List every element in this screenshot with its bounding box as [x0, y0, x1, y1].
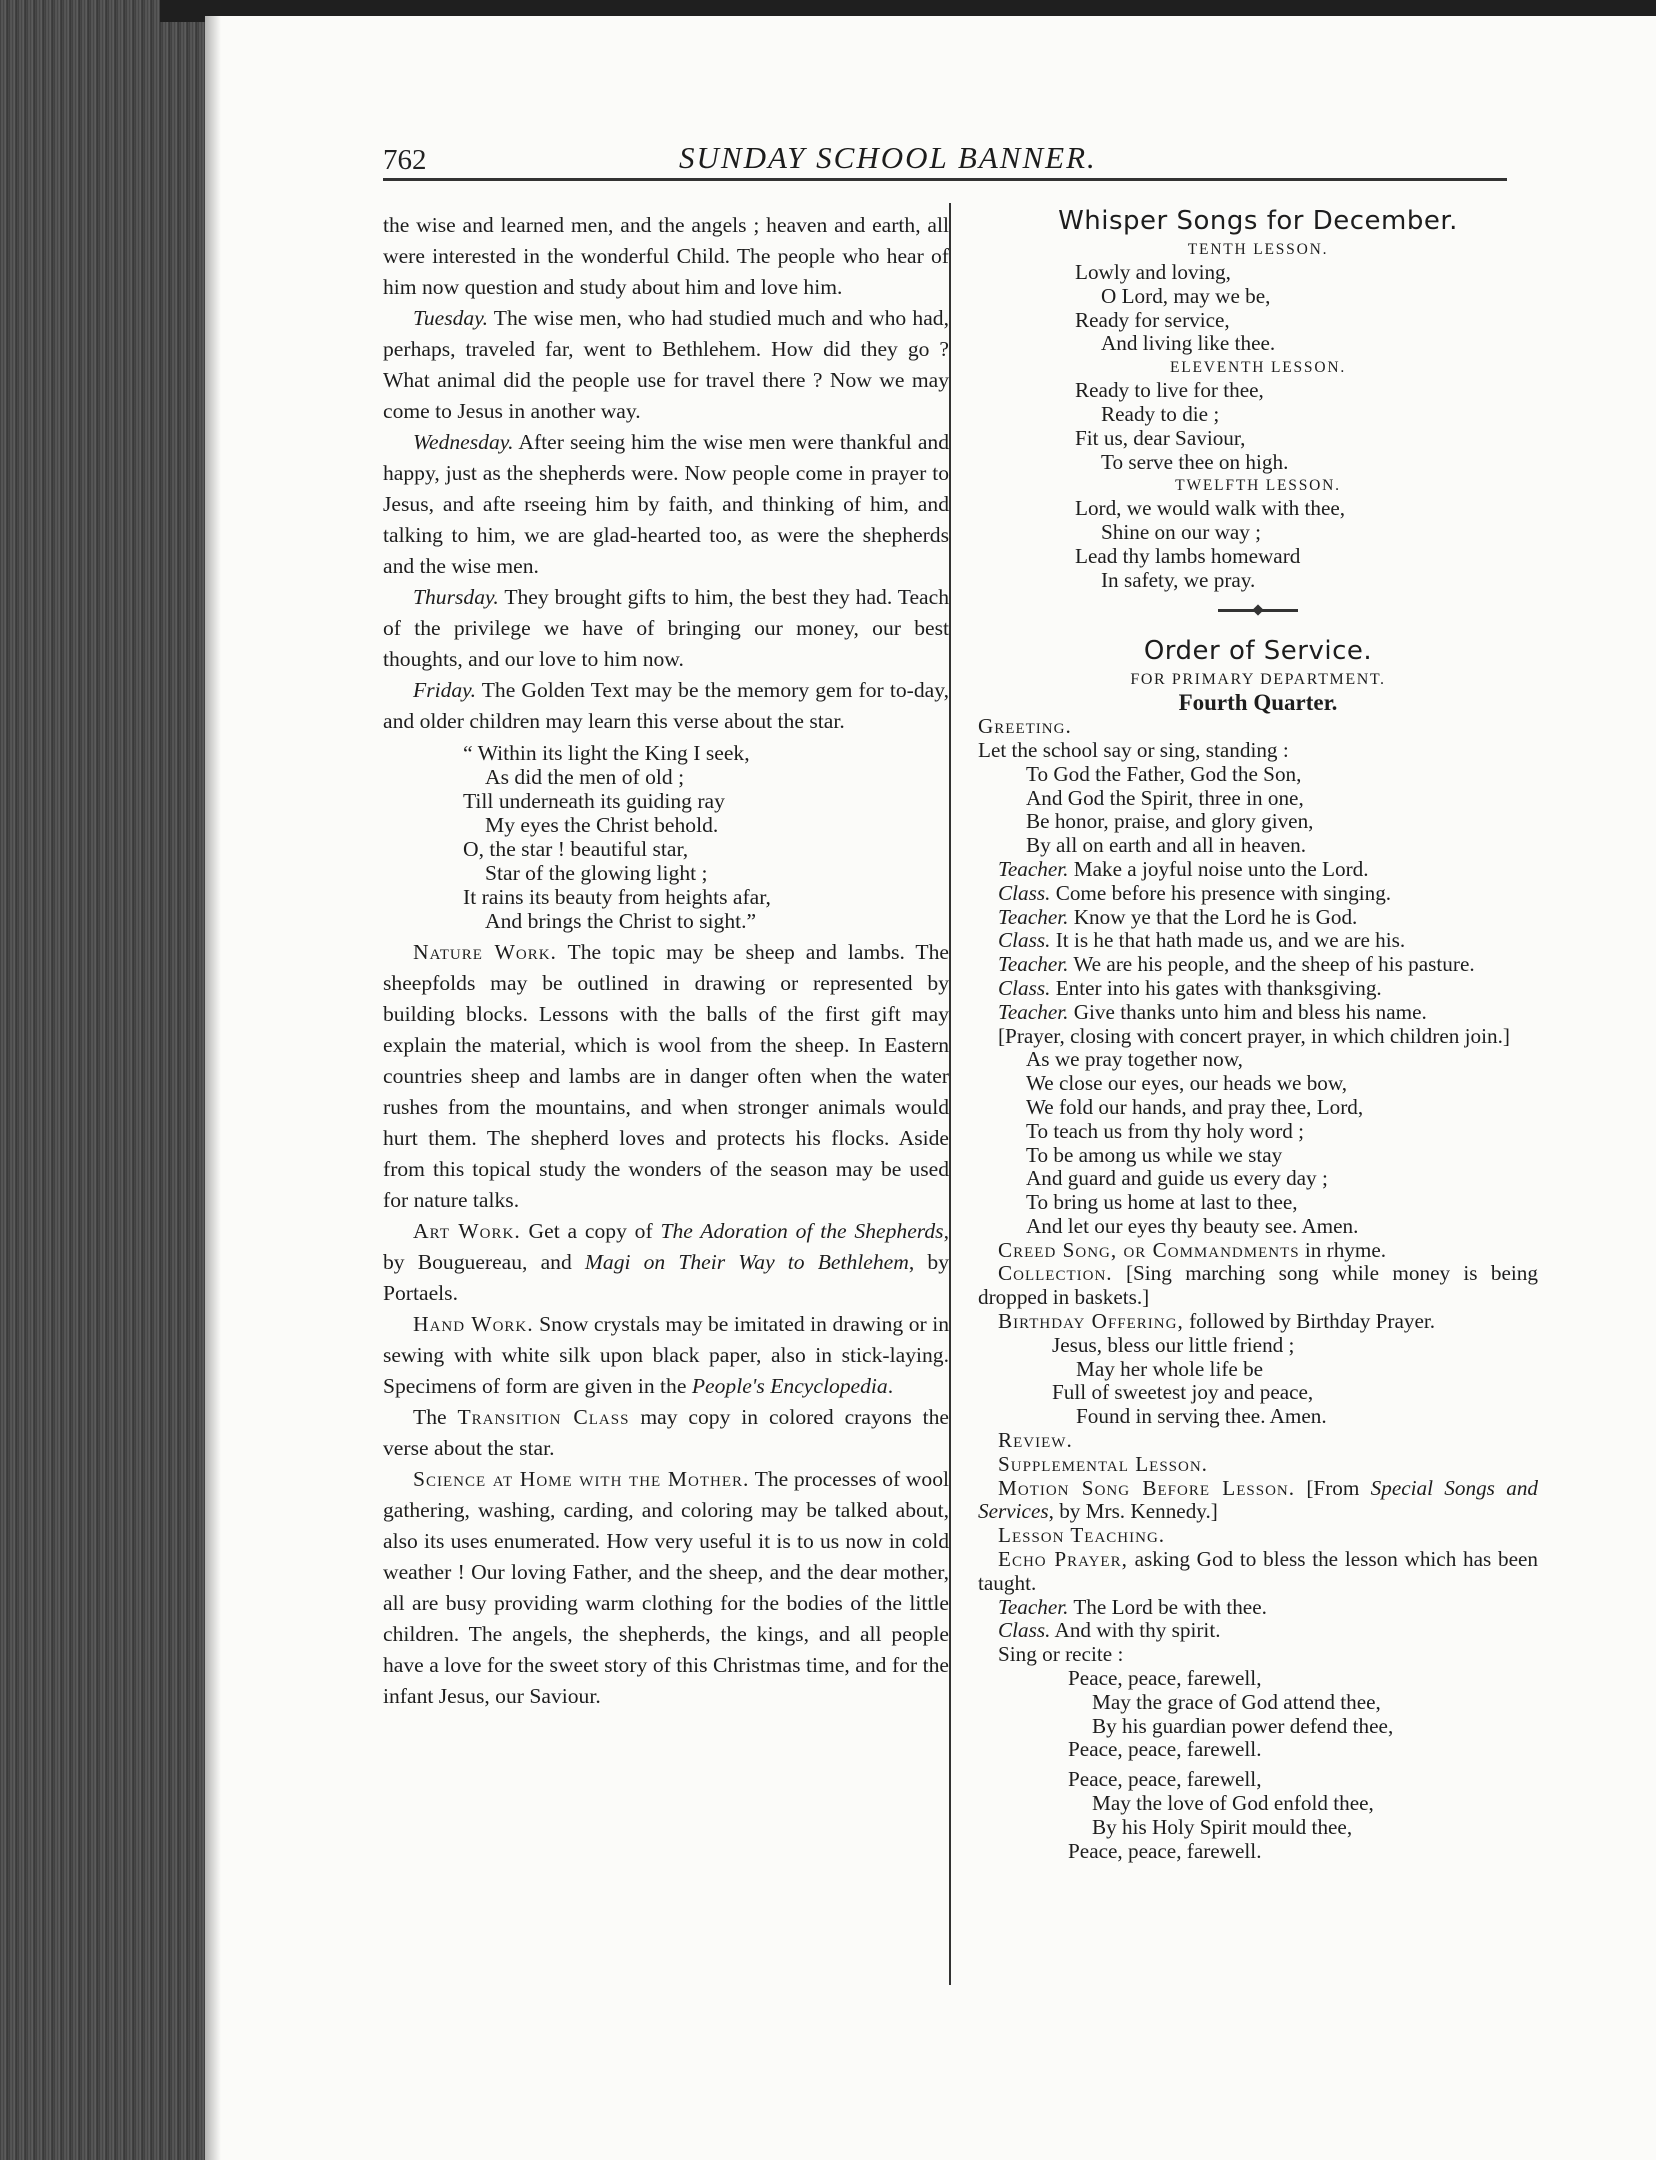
thursday-text: They brought gifts to him, the best they had. Teach of the privilege we have of bringing our money, our best thoughts, and our love to him now. [383, 585, 949, 671]
verse-line: As did the men of old ; [485, 765, 685, 789]
reading-text: And with thy spirit. [1050, 1618, 1221, 1643]
verse-line: O, the star ! beautiful star, [463, 837, 689, 861]
verse-line: We close our eyes, our heads we bow, [1026, 1071, 1348, 1096]
verse-line: Found in serving thee. Amen. [1076, 1404, 1327, 1429]
birthday-label: Birthday Offering, [998, 1309, 1184, 1334]
reading-text: We are his people, and the sheep of his pasture. [1068, 952, 1475, 977]
verse-line: Peace, peace, farewell, [1068, 1767, 1262, 1792]
paragraph-thursday [383, 582, 949, 675]
verse-line: “ Within its light the King I seek, [463, 741, 750, 765]
responsive-reading [978, 953, 1538, 977]
reading-text: Come before his presence with singing. [1050, 880, 1392, 905]
paragraph-friday [383, 675, 949, 737]
whisper-song-twelfth [978, 497, 1538, 592]
verse-line: To God the Father, God the Son, [1026, 761, 1302, 786]
creed-song [978, 1239, 1538, 1263]
verse-line: Peace, peace, farewell, [1068, 1666, 1262, 1691]
whisper-song-eleventh [978, 379, 1538, 474]
transition-text: The [413, 1405, 458, 1429]
song-line: Ready for service, [1075, 307, 1230, 332]
artwork-title: The Adoration of the Shepherds [660, 1219, 944, 1243]
book-edge [0, 0, 205, 2160]
order-subtitle: FOR PRIMARY DEPARTMENT. [1130, 670, 1386, 688]
verse-line: We fold our hands, and pray thee, Lord, [1026, 1094, 1364, 1119]
book-title: Special Songs and Services [978, 1475, 1539, 1524]
lesson-teaching-label: Lesson Teaching. [998, 1523, 1166, 1548]
class-label: Class. [998, 975, 1051, 1000]
collection-text: [Sing marching song while money is being dropped in baskets.] [978, 1261, 1538, 1310]
verse-line: May the love of God enfold thee, [1092, 1791, 1374, 1816]
supplemental-label: Supplemental Lesson. [998, 1451, 1208, 1476]
class-label: Class. [998, 928, 1051, 953]
transition-class-label: Transition Class [457, 1405, 630, 1429]
paragraph-hand-work [383, 1309, 949, 1402]
greeting-label: Greeting. [978, 714, 1072, 739]
song-line: Shine on our way ; [1101, 520, 1262, 545]
responsive-reading [978, 906, 1538, 930]
responsive-reading [978, 858, 1538, 882]
verse-line: Till underneath its guiding ray [463, 789, 725, 813]
art-work-text: Get a copy of [520, 1219, 661, 1243]
verse-line: Peace, peace, farewell. [1068, 1838, 1262, 1863]
reading-text: Enter into his gates with thanksgiving. [1050, 975, 1382, 1000]
quarter-heading: Fourth Quarter. [1178, 690, 1338, 716]
birthday-offering [978, 1310, 1538, 1334]
doxology-verse [978, 763, 1538, 858]
reading-text: Make a joyful noise unto the Lord. [1068, 856, 1369, 881]
song-line: Lord, we would walk with thee, [1075, 496, 1346, 521]
echo-response [978, 1596, 1538, 1620]
responsive-reading [978, 1001, 1538, 1025]
motion-song-label: Motion Song Before Lesson. [998, 1475, 1296, 1500]
column-rule [949, 203, 951, 1985]
class-label: Class. [998, 1618, 1051, 1643]
verse-line: By his guardian power defend thee, [1092, 1713, 1394, 1738]
page-gutter-shadow [205, 16, 221, 2160]
verse-line: And God the Spirit, three in one, [1026, 785, 1304, 810]
echo-prayer-label: Echo Prayer, [998, 1547, 1128, 1572]
art-work-text: , by Portaels. [383, 1250, 950, 1305]
paragraph-art-work [383, 1216, 949, 1309]
verse-line: And let our eyes thy beauty see. Amen. [1026, 1213, 1359, 1238]
song-line: O Lord, may we be, [1101, 283, 1271, 308]
echo-response [978, 1619, 1538, 1643]
tuesday-text: The wise men, who had studied much and who had, perhaps, traveled far, went to Bethlehem. How did they go ? What animal did the people use for travel there ? Now we may come to Jesus in another way. [383, 306, 949, 423]
paragraph-wednesday [383, 427, 949, 582]
creed-text: in rhyme. [1299, 1237, 1387, 1262]
page-number: 762 [383, 144, 427, 176]
book-title: People's Encyclopedia [691, 1374, 888, 1398]
verse-line: May the grace of God attend thee, [1092, 1689, 1381, 1714]
thursday-label: Thursday. [413, 585, 499, 609]
verse-line: Full of sweetest joy and peace, [1052, 1380, 1314, 1405]
hand-work-text: . [887, 1374, 894, 1398]
tuesday-label: Tuesday. [413, 306, 488, 330]
birthday-verse [978, 1334, 1538, 1429]
greeting-intro: Let the school say or sing, standing : [978, 737, 1289, 762]
science-label: Science at Home with the Mother. [413, 1467, 750, 1491]
nature-work-label: Nature Work. [413, 940, 557, 964]
verse-line: By all on earth and all in heaven. [1026, 833, 1307, 858]
art-work-text: , by Bouguereau, and [383, 1219, 949, 1274]
responsive-reading [978, 929, 1538, 953]
whisper-songs-title: Whisper Songs for December. [1058, 206, 1458, 236]
song-line: Lowly and loving, [1075, 260, 1231, 284]
verse-line: To teach us from thy holy word ; [1026, 1118, 1305, 1143]
song-line: Ready to live for thee, [1075, 378, 1264, 403]
responsive-reading [978, 882, 1538, 906]
verse-line: And brings the Christ to sight.” [485, 909, 757, 933]
hand-work-text: Snow crystals may be imitated in drawing or in sewing with white silk upon black paper, also in stick-laying. Specimens of form are given in the [383, 1312, 949, 1398]
class-label: Class. [998, 880, 1051, 905]
verse-line: To bring us home at last to thee, [1026, 1190, 1298, 1215]
song-line: In safety, we pray. [1101, 567, 1256, 592]
teacher-label: Teacher. [998, 999, 1069, 1024]
order-of-service-title: Order of Service. [1143, 635, 1373, 666]
wednesday-label: Wednesday. [413, 430, 514, 454]
art-work-label: Art Work. [413, 1219, 521, 1243]
reading-text: The Lord be with thee. [1068, 1594, 1267, 1619]
birthday-text: followed by Birthday Prayer. [1183, 1309, 1436, 1334]
teacher-label: Teacher. [998, 1594, 1069, 1619]
verse-line: Jesus, bless our little friend ; [1052, 1332, 1295, 1357]
right-column [978, 204, 1538, 1863]
lesson-heading: ELEVENTH LESSON. [1169, 359, 1347, 377]
paragraph-nature-work [383, 937, 949, 1216]
review [978, 1429, 1538, 1453]
song-line: Fit us, dear Saviour, [1075, 425, 1246, 450]
lesson-heading: TWELFTH LESSON. [1175, 477, 1341, 495]
motion-song-text: , by Mrs. Kennedy.] [1048, 1499, 1218, 1524]
responsive-reading [978, 977, 1538, 1001]
teacher-label: Teacher. [998, 856, 1069, 881]
page-header [383, 140, 1507, 180]
hand-work-label: Hand Work. [413, 1312, 534, 1336]
verse-line: To be among us while we stay [1026, 1142, 1283, 1167]
nature-work-text: The topic may be sheep and lambs. The sheepfolds may be outlined in drawing or represented by building blocks. Lessons with the balls of the first gift may explain the material, which is wool from the sheep. In Eastern countries sheep and lambs are in danger often when the water rushes from the mountains, and when stronger animals would hurt them. The shepherd loves and protects his flocks. Aside from this topical study the wonders of the season may be used for nature talks. [383, 940, 950, 1212]
paragraph-tuesday [383, 303, 949, 427]
verse-line: Peace, peace, farewell. [1068, 1737, 1262, 1762]
song-line: Lead thy lambs homeward [1075, 543, 1301, 568]
verse-line: As we pray together now, [1026, 1047, 1243, 1072]
verse-line: By his Holy Spirit mould thee, [1092, 1814, 1353, 1839]
left-column [383, 210, 949, 1712]
verse-line: It rains its beauty from heights afar, [463, 885, 771, 909]
collection-label: Collection. [998, 1261, 1113, 1286]
transition-text: may copy in colored crayons the verse about the star. [383, 1405, 949, 1460]
section-divider [1218, 609, 1298, 612]
motion-song [978, 1477, 1538, 1525]
motion-song-text: [From [1295, 1475, 1371, 1500]
verse-line: May her whole life be [1076, 1356, 1264, 1381]
running-title: SUNDAY SCHOOL BANNER. [679, 140, 1097, 175]
paragraph-intro: the wise and learned men, and the angels ; heaven and earth, all were interested in the wonderful Child. The people who hear of him now question and study about him and love him. [383, 213, 949, 299]
farewell-verse-1 [978, 1667, 1538, 1762]
verse-line: And guard and guide us every day ; [1026, 1166, 1328, 1191]
friday-label: Friday. [413, 678, 476, 702]
lesson-teaching [978, 1524, 1538, 1548]
creed-label: Creed Song, or Commandments [998, 1237, 1300, 1262]
star-verse [383, 741, 949, 933]
prayer-note: [Prayer, closing with concert prayer, in which children join.] [998, 1023, 1510, 1048]
supplemental-lesson [978, 1453, 1538, 1477]
farewell-verse-2 [978, 1768, 1538, 1863]
song-line: Ready to die ; [1101, 401, 1220, 426]
verse-line: Be honor, praise, and glory given, [1026, 809, 1314, 834]
prayer-verse [978, 1048, 1538, 1238]
reading-text: It is he that hath made us, and we are his. [1050, 928, 1406, 953]
echo-prayer-text: asking God to bless the lesson which has been taught. [978, 1547, 1538, 1595]
wednesday-text: After seeing him the wise men were thankful and happy, just as the shepherds were. Now people come in prayer to Jesus, and afte rseeing him by faith, and thinking of him, and talking to him, we are glad-hearted too, as were the shepherds and the wise men. [383, 430, 949, 578]
sing-or-recite: Sing or recite : [998, 1642, 1124, 1667]
song-line: To serve thee on high. [1101, 449, 1289, 474]
header-rule [383, 178, 1507, 181]
paragraph-transition-class [383, 1402, 949, 1464]
song-line: And living like thee. [1101, 331, 1276, 356]
friday-text: The Golden Text may be the memory gem for to-day, and older children may learn this verse about the star. [383, 678, 949, 733]
reading-text: Know ye that the Lord he is God. [1068, 904, 1358, 929]
teacher-label: Teacher. [998, 904, 1069, 929]
collection [978, 1262, 1538, 1310]
verse-line: Star of the glowing light ; [485, 861, 708, 885]
paragraph-science [383, 1464, 949, 1712]
whisper-song-tenth [978, 261, 1538, 356]
echo-prayer [978, 1548, 1538, 1596]
science-text: The processes of wool gathering, washing, carding, and coloring may be talked about, also its uses enumerated. How very useful it is to us now in cold weather ! Our loving Father, and the sheep, and the dear mother, all are busy providing warm clothing for the bodies of the little children. The angels, the shepherds, the kings, and all people have a love for the sweet story of this Christmas time, and for the infant Jesus, our Saviour. [383, 1467, 949, 1708]
teacher-label: Teacher. [998, 952, 1069, 977]
order-of-service [978, 715, 1538, 1863]
reading-text: Give thanks unto him and bless his name. [1068, 999, 1427, 1024]
review-label: Review. [998, 1428, 1073, 1453]
artwork-title: Magi on Their Way to Bethlehem [584, 1250, 909, 1274]
verse-line: My eyes the Christ behold. [485, 813, 719, 837]
lesson-heading: TENTH LESSON. [1187, 241, 1329, 258]
